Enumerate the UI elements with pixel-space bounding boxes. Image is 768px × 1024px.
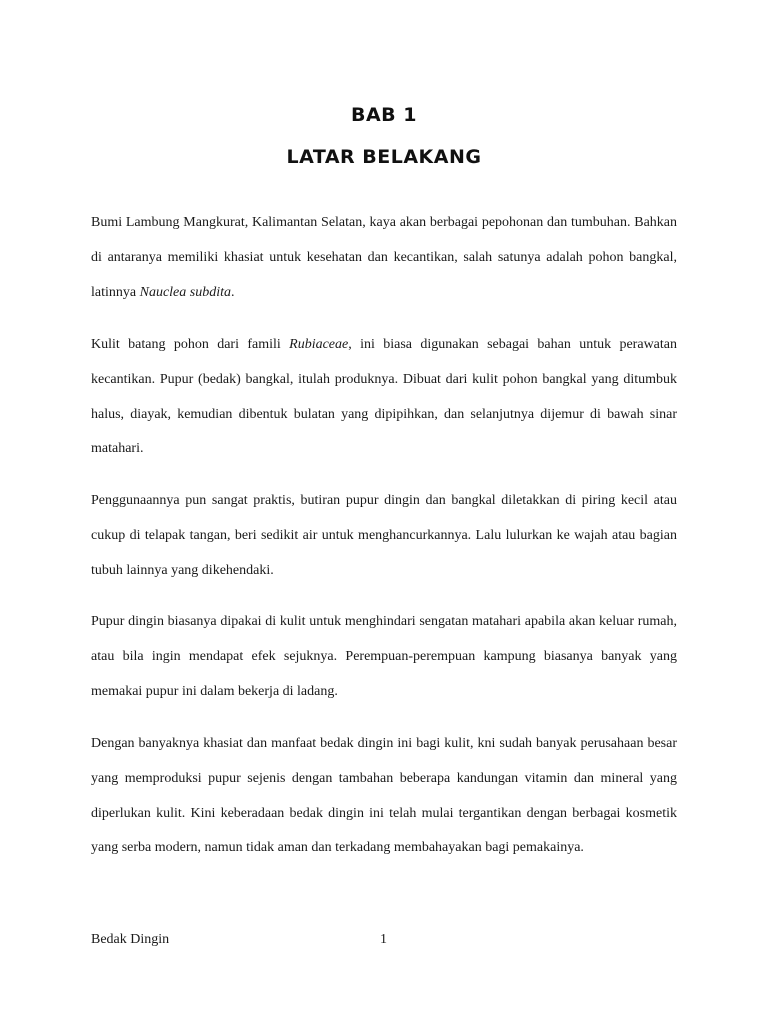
paragraph-1-text-end: . xyxy=(231,284,235,300)
paragraph-2-text: , ini biasa digunakan sebagai bahan untuk perawatan kecantikan. Pupur (bedak) bangkal, itulah produknya. Dibuat dari kulit pohon bangkal yang ditumbuk halus, diayak, kemudian dibentuk bulatan yang dipipihkan, dan selanjutnya dijemur di bawah sinar matahari. xyxy=(91,337,677,457)
paragraph-1-italic-term: Nauclea subdita xyxy=(139,284,231,300)
paragraph-2 xyxy=(91,328,677,467)
paragraph-1 xyxy=(91,206,677,310)
chapter-heading: BAB 1 xyxy=(350,104,417,126)
paragraph-5: Dengan banyaknya khasiat dan manfaat bedak dingin ini bagi kulit, kni sudah banyak perusahaan besar yang memproduksi pupur sejenis dengan tambahan beberapa kandungan vitamin dan mineral yang diperlukan kulit. Kini keberadaan bedak dingin ini telah mulai tergantikan dengan berbagai kosmetik yang serba modern, namun tidak aman dan terkadang membahayakan bagi pemakainya. xyxy=(91,736,677,856)
page-number: 1 xyxy=(380,932,387,947)
paragraph-2-text-start: Kulit batang pohon dari famili xyxy=(91,337,290,352)
paragraph-1-text: Bumi Lambung Mangkurat, Kalimantan Selatan, kaya akan berbagai pepohonan dan tumbuhan. Bahkan di antaranya memiliki khasiat untuk kesehatan dan kecantikan, salah satunya adalah pohon bangkal, latinnya xyxy=(91,215,677,300)
paragraph-4: Pupur dingin biasanya dipakai di kulit untuk menghindari sengatan matahari apabila akan keluar rumah, atau bila ingin mendapat efek sejuknya. Perempuan-perempuan kampung biasanya banyak yang memakai pupur ini dalam bekerja di ladang. xyxy=(91,614,677,699)
chapter-title: LATAR BELAKANG xyxy=(286,146,482,168)
paragraph-2-italic-term: Rubiaceae xyxy=(289,337,349,352)
footer-label: Bedak Dingin xyxy=(91,932,170,947)
paragraph-3: Penggunaannya pun sangat praktis, butiran pupur dingin dan bangkal diletakkan di piring kecil atau cukup di telapak tangan, beri sedikit air untuk menghancurkannya. Lalu lulurkan ke wajah atau bagian tubuh lainnya yang dikehendaki. xyxy=(91,493,677,578)
